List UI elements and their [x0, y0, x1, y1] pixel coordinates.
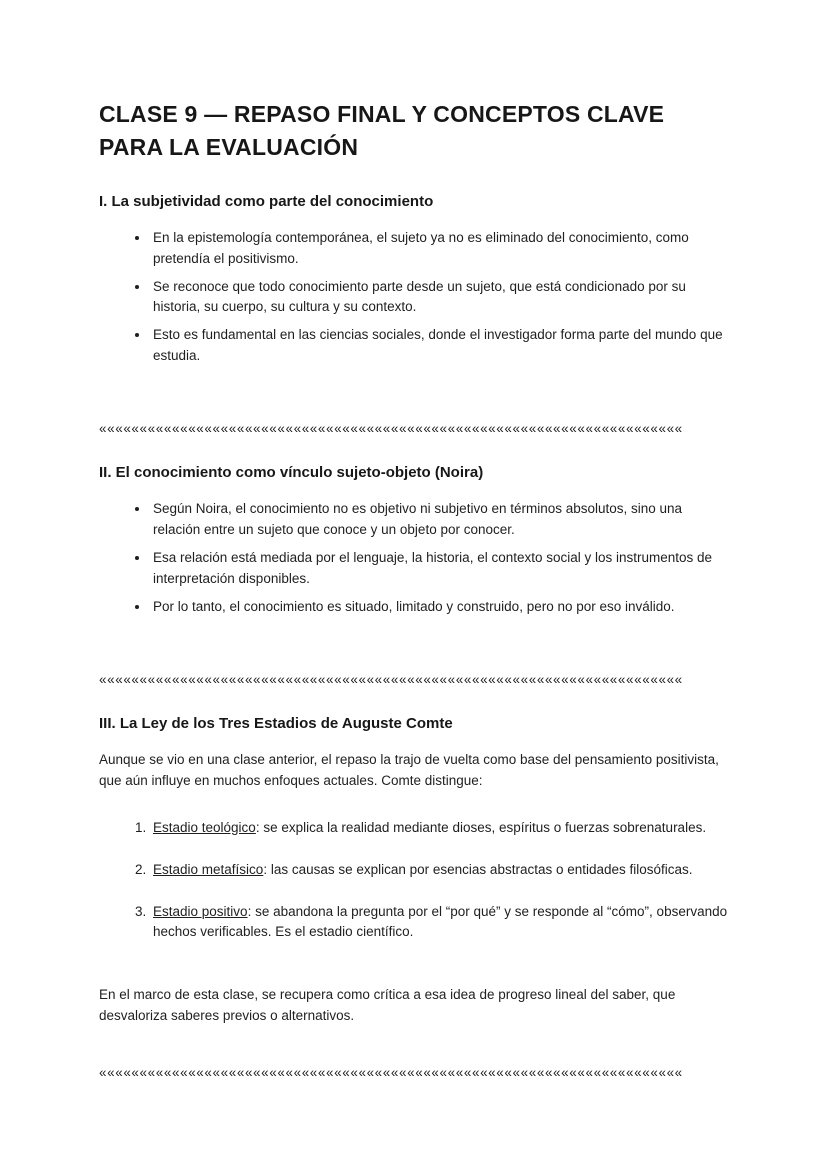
section-3-outro: En el marco de esta clase, se recupera como crítica a esa idea de progreso lineal del saber, que desvaloriza saberes previos o alternativos. — [99, 987, 676, 1024]
bullet-item: • Se reconoce que todo conocimiento parte desde un sujeto, que está condicionado por su historia, su cuerpo, su cultura y su contexto. — [150, 277, 729, 319]
section-tres-estadios — [99, 715, 729, 1027]
section-3-heading: III. La Ley de los Tres Estadios de Auguste Comte — [99, 714, 453, 732]
separator-line: «««««««««««««««««««««««««««««««««««««««««««««««««««««««««««««««««««««««« — [99, 1065, 683, 1081]
bullet-item: • Por lo tanto, el conocimiento es situado, limitado y construido, pero no por eso inválido. — [150, 597, 729, 618]
bullet-item: • En la epistemología contemporánea, el sujeto ya no es eliminado del conocimiento, como pretendía el positivismo. — [150, 228, 729, 270]
bullet-item: • Esto es fundamental en las ciencias sociales, donde el investigador forma parte del mundo que estudia. — [150, 325, 729, 367]
numbered-item — [150, 860, 729, 881]
separator-line: «««««««««««««««««««««««««««««««««««««««««««««««««««««««««««««««««««««««« — [99, 671, 683, 687]
bullet-item: • Según Noira, el conocimiento no es objetivo ni subjetivo en términos absolutos, sino una relación entre un sujeto que conoce y un objeto por conocer. — [150, 499, 729, 541]
separator-line: «««««««««««««««««««««««««««««««««««««««««««««««««««««««««««««««««««««««« — [99, 421, 683, 437]
section-1-bullet-list — [99, 228, 729, 368]
bullet-item: • Esa relación está mediada por el lenguaje, la historia, el contexto social y los instrumentos de interpretación disponibles. — [150, 548, 729, 590]
numbered-item-term: Estadio teológico — [153, 819, 256, 835]
numbered-item-term: Estadio positivo — [153, 903, 248, 919]
section-3-numbered-list — [99, 818, 729, 944]
numbered-item — [150, 902, 729, 944]
section-vinculo-sujeto-objeto — [99, 464, 729, 618]
section-2-bullet-list — [99, 499, 729, 618]
numbered-item-text: : las causas se explican por esencias abstractas o entidades filosóficas. — [263, 861, 693, 877]
numbered-item-text: : se abandona la pregunta por el “por qué” y se responde al “cómo”, observando hechos verificables. Es el estadio científico. — [153, 903, 728, 940]
section-2-heading: II. El conocimiento como vínculo sujeto-objeto (Noira) — [99, 464, 484, 482]
numbered-item — [150, 818, 729, 839]
section-subjetividad — [99, 193, 729, 368]
section-3-intro: Aunque se vio en una clase anterior, el repaso la trajo de vuelta como base del pensamiento positivista, que aún influye en muchos enfoques actuales. Comte distingue: — [99, 751, 719, 788]
section-1-heading: I. La subjetividad como parte del conocimiento — [99, 192, 434, 210]
numbered-item-term: Estadio metafísico — [153, 861, 264, 877]
document-title: CLASE 9 — REPASO FINAL Y CONCEPTOS CLAVE PARA LA EVALUACIÓN — [99, 101, 665, 161]
numbered-item-text: : se explica la realidad mediante dioses, espíritus o fuerzas sobrenaturales. — [255, 819, 707, 835]
